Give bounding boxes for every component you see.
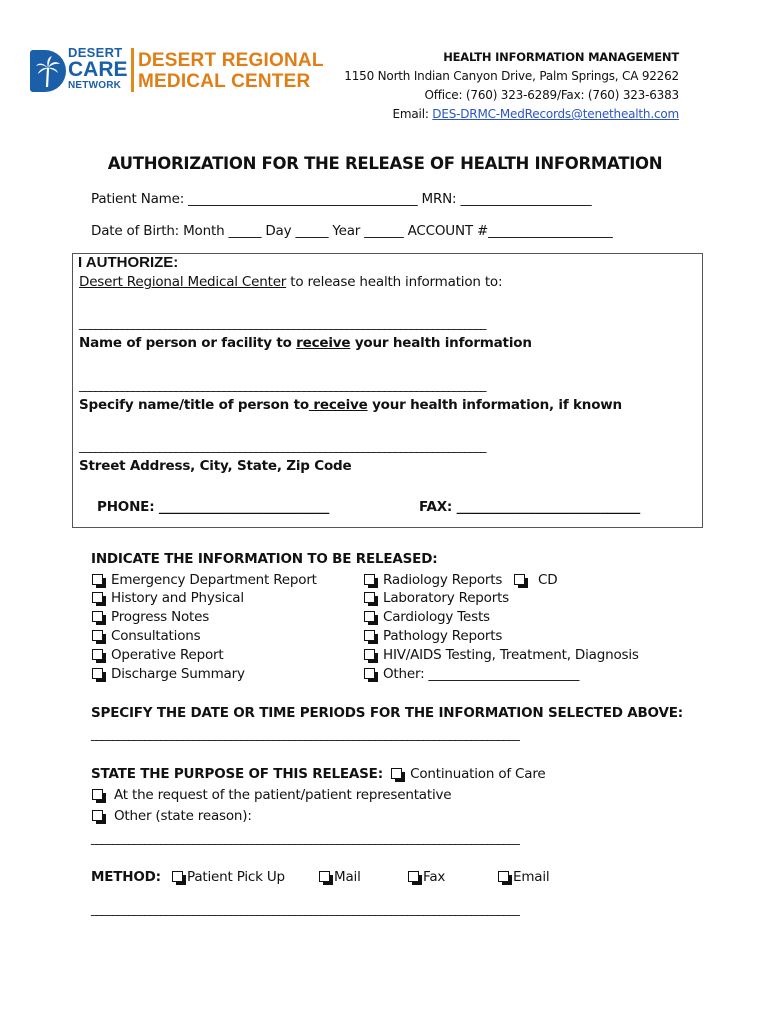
dates-blank[interactable]: ________________________________________________________________________________ [91,726,520,741]
recipient-title-label: Specify name/title of person to receive your health information, if known [79,397,622,413]
checkbox-patient-request[interactable]: At the request of the patient/patient representative [92,787,451,803]
form-title: AUTHORIZATION FOR THE RELEASE OF HEALTH INFORMATION [107,154,663,173]
checkbox-cd[interactable]: CD [514,572,557,588]
checkbox-icon [92,810,103,821]
checkbox-radiology-reports[interactable]: Radiology Reports [364,572,502,588]
checkbox-progress-notes[interactable]: Progress Notes [92,609,209,625]
authorize-heading: I AUTHORIZE: [78,254,179,271]
checkbox-icon [364,574,375,585]
header-address-block [344,48,679,124]
checkbox-history-physical[interactable]: History and Physical [92,590,244,606]
palm-tree-icon [30,50,66,92]
email-link[interactable]: DES-DRMC-MedRecords@tenethealth.com [432,107,679,121]
logo-divider [131,48,134,92]
checkbox-patient-pick-up[interactable]: Patient Pick Up [172,869,285,885]
checkbox-icon [364,649,375,660]
purpose-row: STATE THE PURPOSE OF THIS RELEASE: Continuation of Care [91,766,546,782]
checkbox-icon [92,574,103,585]
street-address-label: Street Address, City, State, Zip Code [79,458,352,474]
recipient-name-label: Name of person or facility to receive your health information [79,335,532,351]
checkbox-fax[interactable]: Fax [408,869,445,885]
checkbox-mail[interactable]: Mail [319,869,361,885]
phone-field[interactable]: PHONE: __________________________ [97,499,330,515]
patient-name-mrn-field[interactable]: Patient Name: ___________________________________ MRN: ____________________ [91,191,592,207]
checkbox-icon [514,574,525,585]
email-line: Email: DES-DRMC-MedRecords@tenethealth.com [392,107,679,121]
street-address-blank[interactable]: ____________________________________________________________________________ [79,438,486,453]
checkbox-icon [364,611,375,622]
address-line: 1150 North Indian Canyon Drive, Palm Springs, CA 92262 [344,69,679,83]
checkbox-hiv-aids[interactable]: HIV/AIDS Testing, Treatment, Diagnosis [364,647,639,663]
desert-care-network-wordmark: DESERT CARE NETWORK [68,45,128,91]
department-name: HEALTH INFORMATION MANAGEMENT [443,50,679,64]
checkbox-other[interactable]: Other: _______________________ [364,666,579,682]
checkbox-icon [92,668,103,679]
method-heading: METHOD: [91,869,161,885]
recipient-title-blank[interactable]: ____________________________________________________________________________ [79,377,486,392]
checkbox-icon [92,611,103,622]
checkbox-pathology-reports[interactable]: Pathology Reports [364,628,502,644]
checkbox-icon [498,871,509,882]
checkbox-icon [408,871,419,882]
info-heading: INDICATE THE INFORMATION TO BE RELEASED: [91,551,438,567]
purpose-blank[interactable]: ________________________________________________________________________________ [91,830,520,845]
checkbox-icon [92,789,103,800]
checkbox-email[interactable]: Email [498,869,549,885]
checkbox-discharge-summary[interactable]: Discharge Summary [92,666,245,682]
authorize-statement: Desert Regional Medical Center to release health information to: [79,274,503,290]
checkbox-icon [364,592,375,603]
checkbox-icon [319,871,330,882]
checkbox-laboratory-reports[interactable]: Laboratory Reports [364,590,509,606]
recipient-name-blank[interactable]: ____________________________________________________________________________ [79,315,486,330]
logo [28,46,328,98]
method-blank[interactable]: ________________________________________________________________________________ [91,901,520,916]
checkbox-icon [364,668,375,679]
medical-center-wordmark: DESERT REGIONAL MEDICAL CENTER [138,50,324,92]
checkbox-icon [92,649,103,660]
dob-account-field[interactable]: Date of Birth: Month _____ Day _____ Year ______ ACCOUNT #___________________ [91,223,613,239]
checkbox-icon [364,630,375,641]
checkbox-consultations[interactable]: Consultations [92,628,200,644]
checkbox-icon [92,630,103,641]
phone-fax-line: Office: (760) 323-6289/Fax: (760) 323-6383 [424,88,679,102]
checkbox-icon [92,592,103,603]
checkbox-emergency-report[interactable]: Emergency Department Report [92,572,317,588]
checkbox-cardiology-tests[interactable]: Cardiology Tests [364,609,490,625]
checkbox-other-reason[interactable]: Other (state reason): [92,808,252,824]
checkbox-icon [172,871,183,882]
fax-field[interactable]: FAX: ____________________________ [419,499,641,515]
continuation-of-care-label: Continuation of Care [410,766,546,782]
checkbox-operative-report[interactable]: Operative Report [92,647,224,663]
checkbox-icon[interactable] [391,768,402,779]
dates-heading: SPECIFY THE DATE OR TIME PERIODS FOR THE INFORMATION SELECTED ABOVE: [91,705,683,721]
